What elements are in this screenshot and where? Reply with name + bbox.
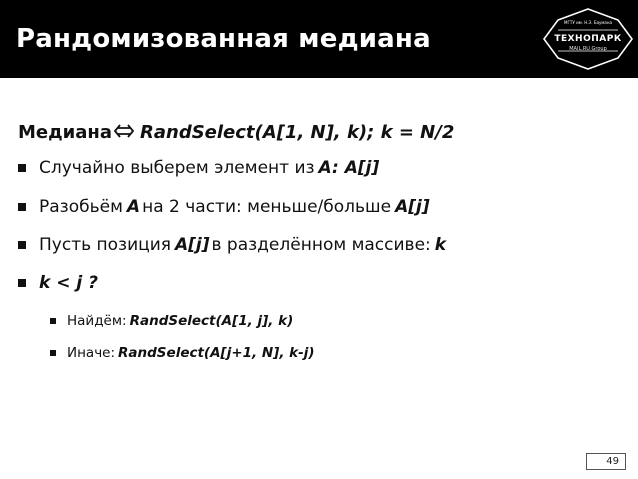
- bullet-item: [18, 273, 98, 293]
- logo-main-text: ТЕХНОПАРК: [554, 34, 622, 44]
- sub-bullet-item: [50, 313, 293, 329]
- bullet-square-icon: [18, 241, 26, 249]
- bullet-text: Разобьём: [39, 197, 123, 217]
- title-bar: [0, 0, 638, 78]
- bullet-bold: A: [126, 197, 141, 217]
- page-number: 49: [586, 453, 626, 470]
- bullet-bold: k < j ?: [39, 273, 98, 293]
- sub-bullet-bold: RandSelect(A[j+1, N], k-j): [118, 345, 315, 361]
- logo-top-text: МГТУ им. Н.Э. Баумана: [564, 20, 612, 25]
- sub-bullet-text: Найдём:: [67, 313, 127, 329]
- bullet-text: в разделённом массиве:: [211, 235, 431, 255]
- lead-formula: RandSelect(A[1, N], k); k = N/2: [140, 122, 455, 143]
- bullet-text: Пусть позиция: [39, 235, 171, 255]
- bullet-bold: A[j]: [174, 235, 210, 255]
- bullet-square-icon: [50, 350, 56, 356]
- lead-line: [18, 122, 454, 143]
- technopark-logo: [540, 6, 636, 72]
- logo-sub-text: MAIL.RU Group: [569, 46, 607, 52]
- bullet-square-icon: [18, 203, 26, 211]
- bullet-bold: A[j]: [395, 197, 430, 217]
- bullet-item: [18, 197, 430, 217]
- bullet-square-icon: [50, 318, 56, 324]
- slide-title: Рандомизованная медиана: [16, 24, 431, 54]
- double-arrow-icon: [114, 122, 134, 143]
- bullet-text: Случайно выберем элемент из: [39, 158, 315, 178]
- bullet-item: [18, 235, 446, 255]
- bullet-bold: k: [434, 235, 447, 255]
- bullet-square-icon: [18, 164, 26, 172]
- bullet-item: [18, 158, 379, 178]
- bullet-bold: A: A[j]: [318, 158, 380, 178]
- sub-bullet-item: [50, 345, 315, 361]
- sub-bullet-bold: RandSelect(A[1, j], k): [129, 313, 294, 329]
- sub-bullet-text: Иначе:: [67, 345, 116, 361]
- bullet-text: на 2 части: меньше/больше: [142, 197, 392, 217]
- lead-word: Медиана: [18, 122, 112, 143]
- bullet-square-icon: [18, 279, 26, 287]
